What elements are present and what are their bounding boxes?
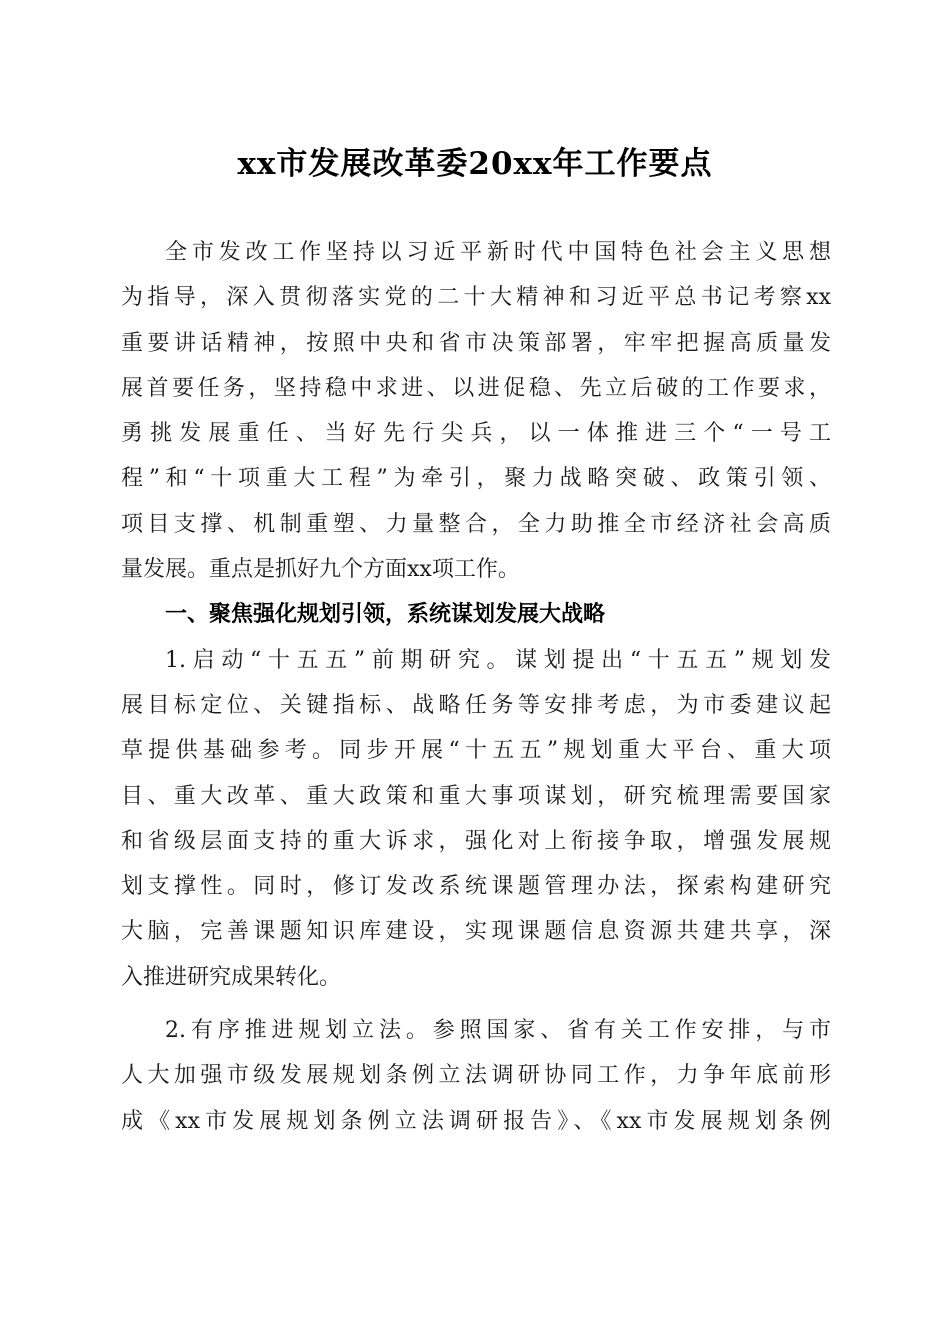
- paragraph-line: 展首要任务，坚持稳中求进、以进促稳、先立后破的工作要求，: [121, 375, 831, 401]
- intro-paragraph: [121, 230, 831, 592]
- paragraph-line: 大脑，完善课题知识库建设，实现课题信息资源共建共享，深: [121, 919, 831, 945]
- paragraph-line: 全市发改工作坚持以习近平新时代中国特色社会主义思想: [165, 240, 831, 265]
- paragraph-line: 2.有序推进规划立法。参照国家、省有关工作安排，与市: [165, 1018, 831, 1044]
- paragraph-line: 成《xx市发展规划条例立法调研报告》、《xx市发展规划条例: [121, 1108, 831, 1134]
- paragraph-line: 程”和“十项重大工程”为牵引，聚力战略突破、政策引领、: [121, 466, 831, 492]
- item-1-paragraph: [121, 638, 831, 1000]
- section-heading: 一、聚焦强化规划引领，系统谋划发展大战略: [165, 602, 606, 628]
- paragraph-line: 和省级层面支持的重大诉求，强化对上衔接争取，增强发展规: [121, 828, 831, 854]
- paragraph-spacer: [121, 1000, 831, 1008]
- paragraph-line: 草提供基础参考。同步开展“十五五”规划重大平台、重大项: [121, 738, 831, 764]
- paragraph-line: 勇挑发展重任、当好先行尖兵，以一体推进三个“一号工: [121, 421, 831, 447]
- paragraph-line: 项目支撑、机制重塑、力量整合，全力助推全市经济社会高质: [121, 511, 831, 537]
- paragraph-line: 目、重大改革、重大政策和重大事项谋划，研究梳理需要国家: [121, 783, 831, 809]
- paragraph-line: 划支撑性。同时，修订发改系统课题管理办法，探索构建研究: [121, 874, 831, 900]
- paragraph-line: 入推进研究成果转化。: [121, 964, 342, 990]
- paragraph-line: 人大加强市级发展规划条例立法调研协同工作，力争年底前形: [121, 1063, 831, 1089]
- paragraph-line: 量发展。重点是抓好九个方面xx项工作。: [121, 557, 520, 583]
- document-title: xx市发展改革委20xx年工作要点: [237, 146, 713, 182]
- item-2-paragraph: [121, 1008, 831, 1144]
- document-body: [121, 230, 831, 1144]
- paragraph-line: 为指导，深入贯彻落实党的二十大精神和习近平总书记考察xx: [121, 285, 831, 311]
- paragraph-line: 重要讲话精神，按照中央和省市决策部署，牢牢把握高质量发: [121, 330, 831, 356]
- paragraph-line: 展目标定位、关键指标、战略任务等安排考虑，为市委建议起: [121, 692, 831, 718]
- paragraph-line: 1.启动“十五五”前期研究。谋划提出“十五五”规划发: [165, 647, 831, 673]
